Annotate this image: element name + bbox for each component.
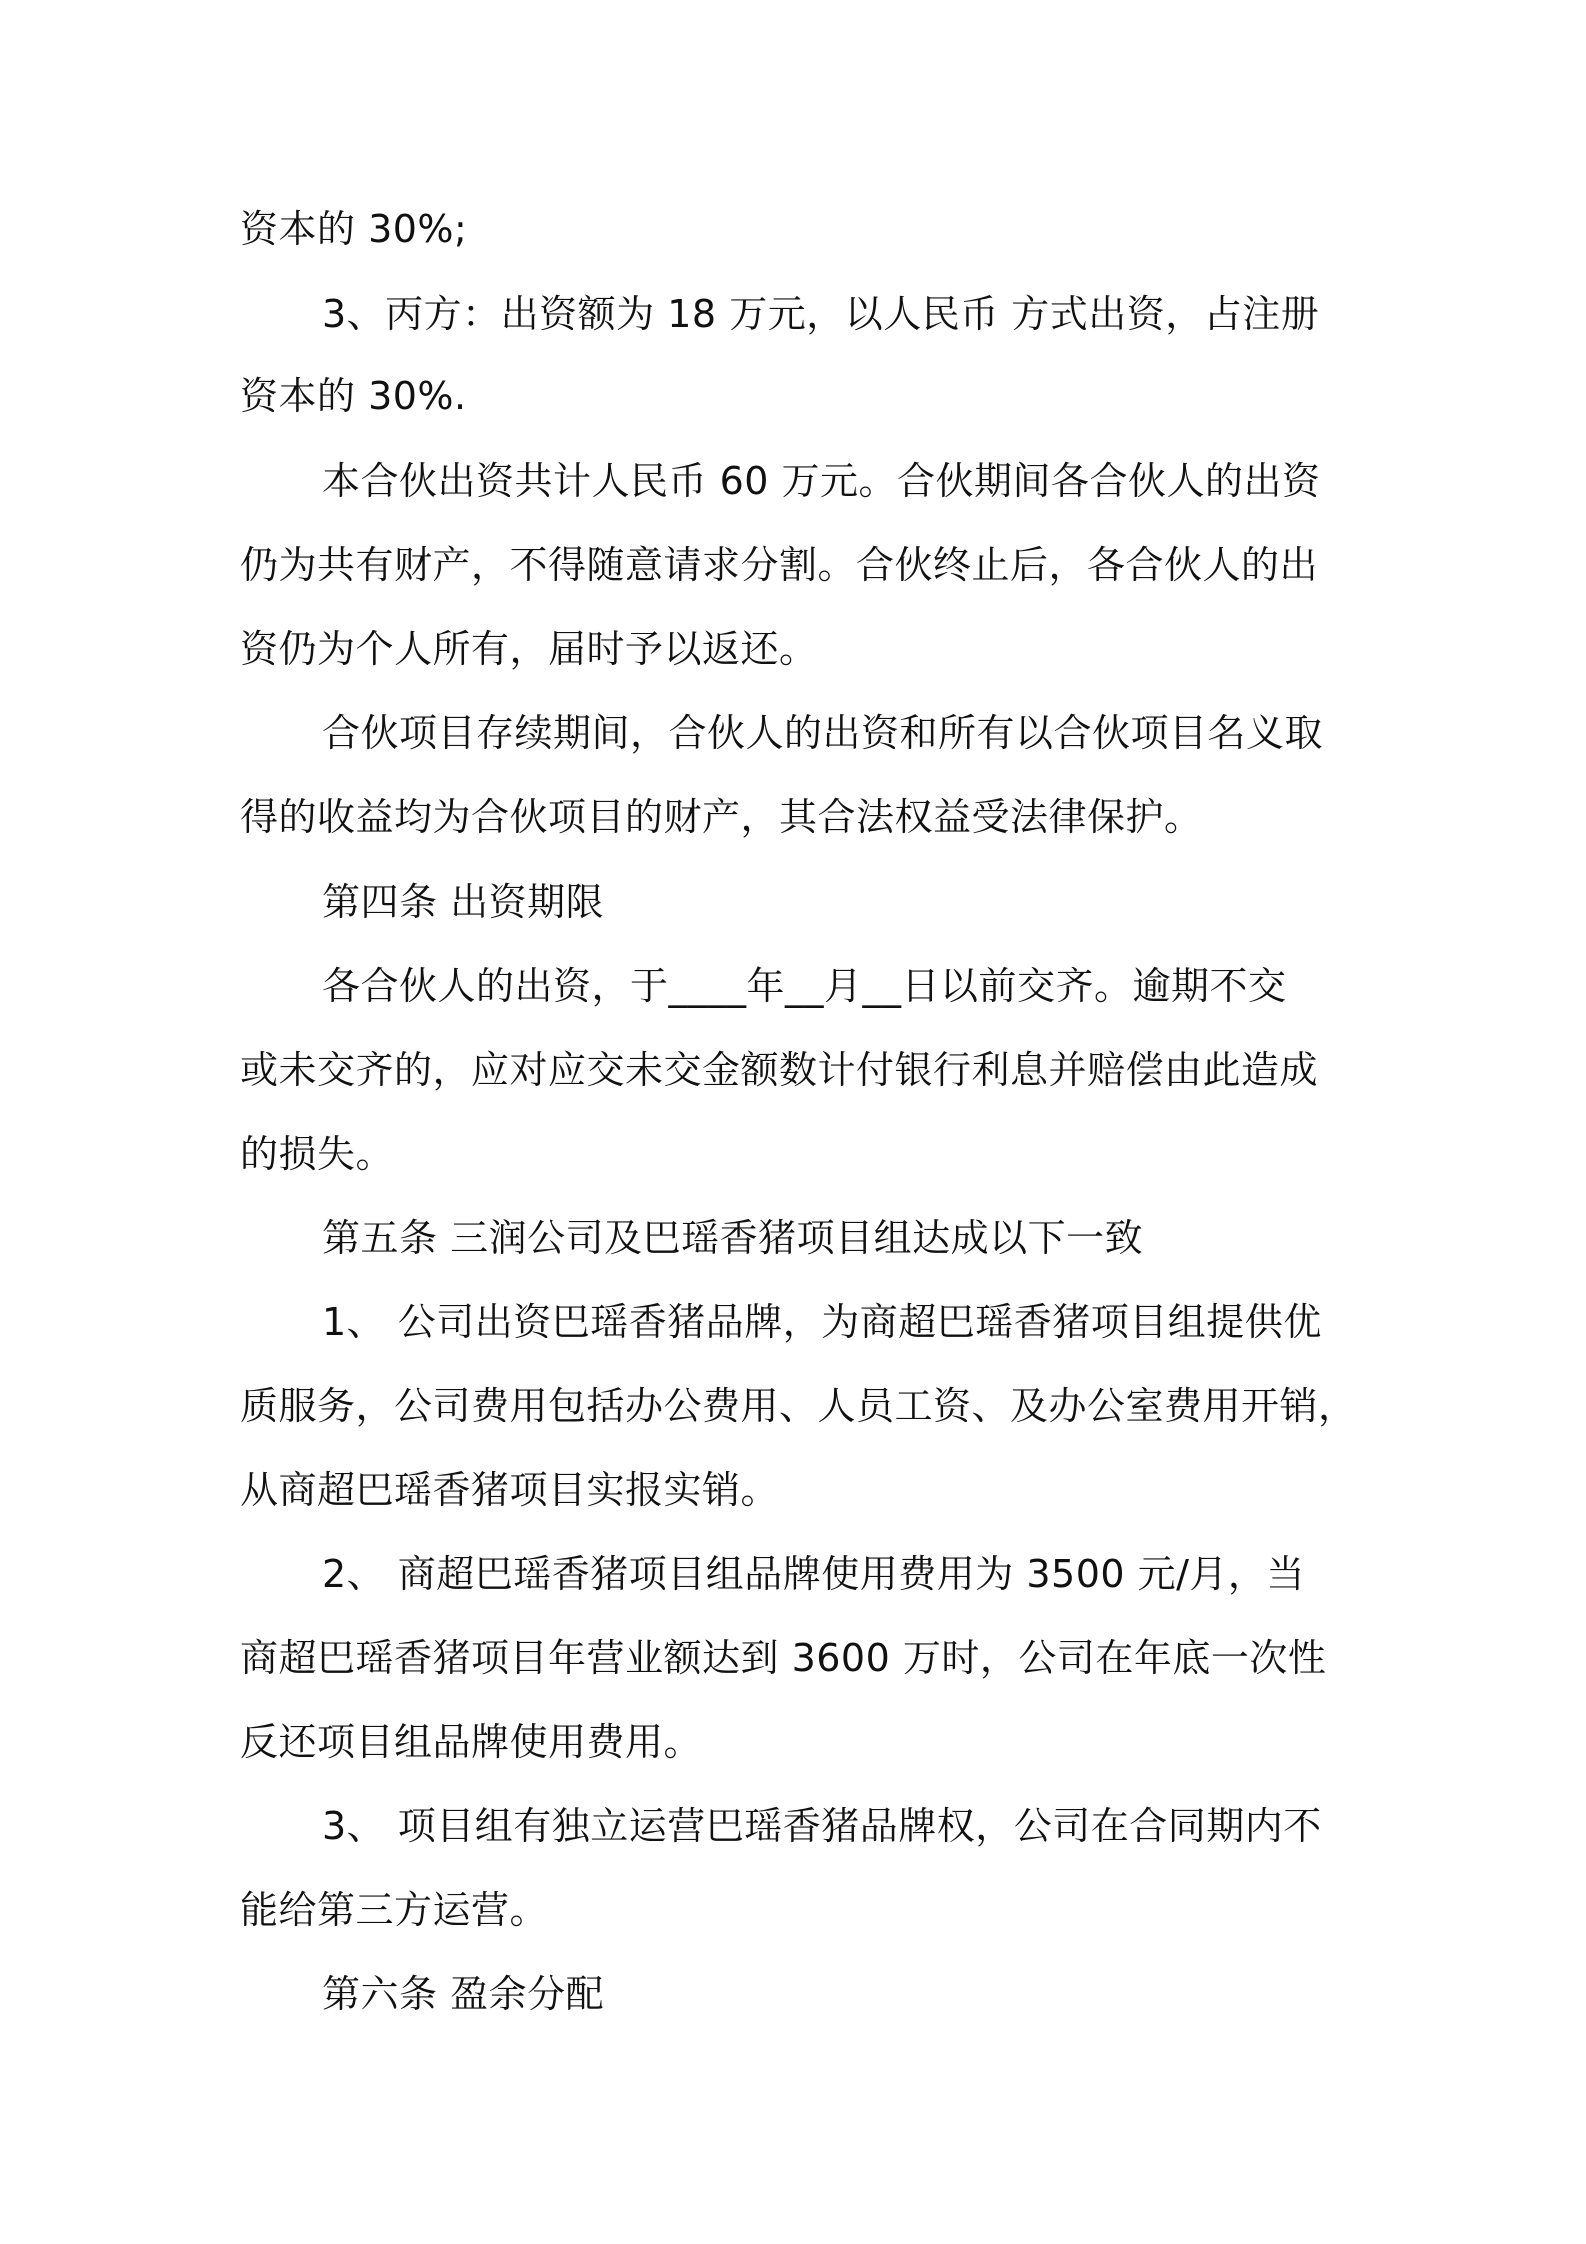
text-line-losses: 的损失。 [240, 1132, 395, 1176]
text-line-total-contribution: 本合伙出资共计人民币 60 万元。合伙期间各合伙人的出资 [322, 459, 1321, 503]
text-line-common-property: 仍为共有财产，不得随意请求分割。合伙终止后，各合伙人的出 [240, 543, 1319, 587]
article-4-heading: 第四条 出资期限 [322, 880, 605, 924]
text-line-late-interest: 或未交齐的，应对应交未交金额数计付银行利息并赔偿由此造成 [240, 1048, 1319, 1092]
text-line-capital-30-percent-1: 资本的 30%; [240, 207, 468, 251]
text-line-item-1-brand: 1、 公司出资巴瑶香猪品牌，为商超巴瑶香猪项目组提供优 [322, 1300, 1322, 1344]
text-line-party-c-contribution: 3、丙方：出资额为 18 万元，以人民币 方式出资，占注册 [322, 292, 1320, 336]
text-line-capital-30-percent-2: 资本的 30%. [240, 374, 467, 418]
text-line-project-duration: 合伙项目存续期间，合伙人的出资和所有以合伙项目名义取 [322, 711, 1324, 755]
text-line-item-1-reimbursement: 从商超巴瑶香猪项目实报实销。 [240, 1468, 780, 1512]
article-6-heading: 第六条 盈余分配 [322, 1972, 605, 2016]
text-line-item-3-operation-rights: 3、 项目组有独立运营巴瑶香猪品牌权，公司在合同期内不 [322, 1804, 1322, 1848]
text-line-item-1-expenses: 质服务，公司费用包括办公费用、人员工资、及办公室费用开销， [240, 1384, 1357, 1428]
text-line-item-2-revenue-target: 商超巴瑶香猪项目年营业额达到 3600 万时，公司在年底一次性 [240, 1636, 1327, 1680]
text-line-legal-protection: 得的收益均为合伙项目的财产，其合法权益受法律保护。 [240, 795, 1203, 839]
article-5-heading: 第五条 三润公司及巴瑶香猪项目组达成以下一致 [322, 1216, 1144, 1260]
text-line-contribution-deadline: 各合伙人的出资，于____年__月__日以前交齐。逾期不交 [322, 964, 1287, 1008]
text-line-item-2-brand-fee: 2、 商超巴瑶香猪项目组品牌使用费用为 3500 元/月，当 [322, 1552, 1305, 1596]
text-line-item-3-third-party: 能给第三方运营。 [240, 1888, 549, 1932]
text-line-personal-ownership: 资仍为个人所有，届时予以返还。 [240, 627, 818, 671]
text-line-item-2-refund: 反还项目组品牌使用费用。 [240, 1720, 703, 1764]
